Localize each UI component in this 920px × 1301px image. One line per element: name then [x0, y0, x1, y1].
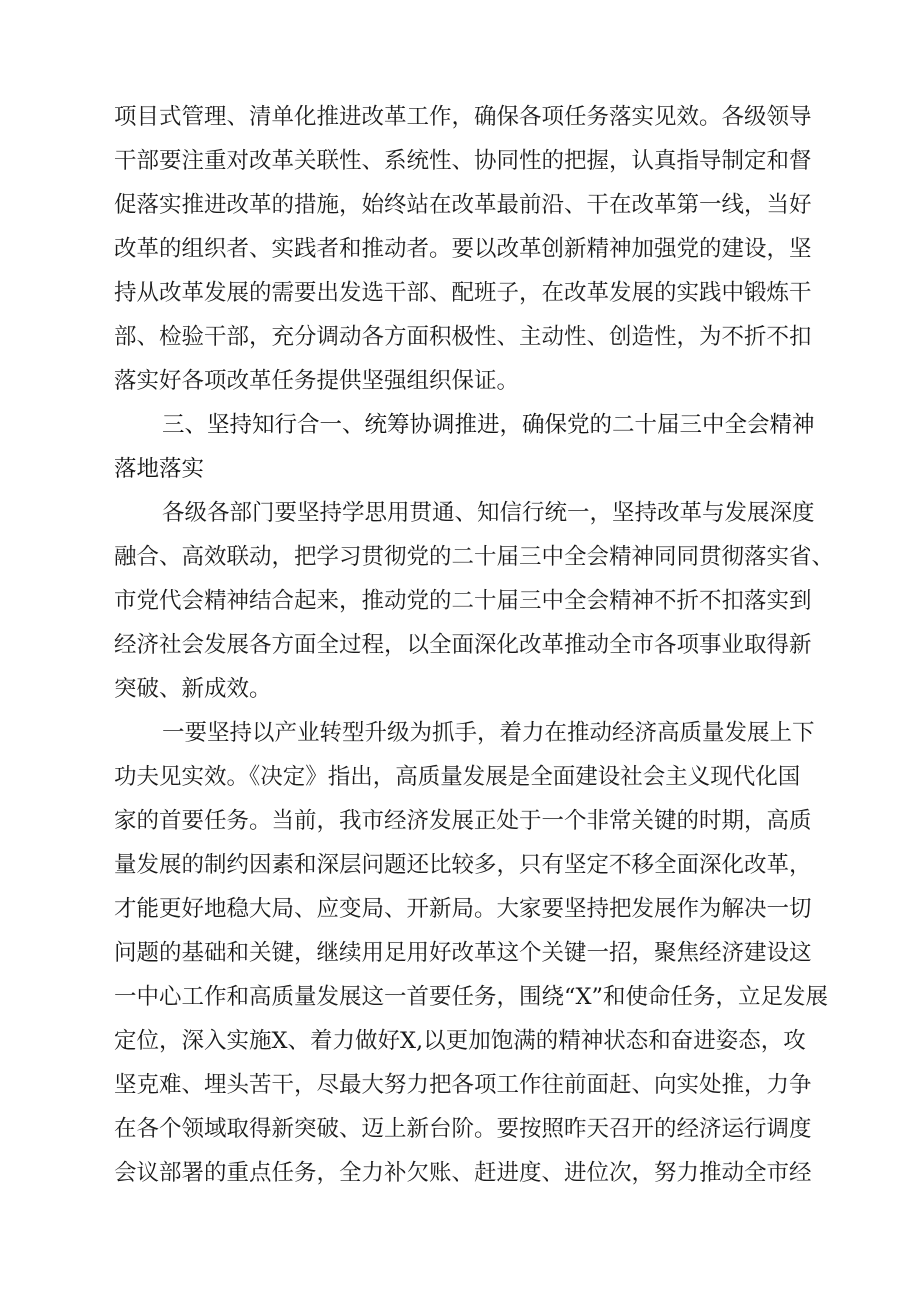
text-line: 促落实推进改革的措施，始终站在改革最前沿、干在改革第一线，当好 — [114, 192, 812, 218]
text-line: 问题的基础和关键，继续用足用好改革这个关键一招，聚焦经济建设这 — [114, 940, 812, 966]
text-line: 坚克难、埋头苦干，尽最大努力把各项工作往前面赶、向实处推，力争 — [114, 1072, 812, 1098]
text-line: 突破、新成效。 — [114, 676, 272, 702]
text-line: 定位，深入实施X、着力做好X,以更加饱满的精神状态和奋进姿态，攻 — [114, 1028, 806, 1054]
text-line: 量发展的制约因素和深层问题还比较多，只有坚定不移全面深化改革， — [114, 852, 812, 878]
section-heading-continued: 落地落实 — [114, 456, 205, 482]
text-line: 落实好各项改革任务提供坚强组织保证。 — [114, 368, 520, 394]
text-line: 改革的组织者、实践者和推动者。要以改革创新精神加强党的建设，坚 — [114, 236, 812, 262]
text-line: 功夫见实效。《决定》指出，高质量发展是全面建设社会主义现代化国 — [114, 764, 801, 790]
text-line: 家的首要任务。当前，我市经济发展正处于一个非常关键的时期，高质 — [114, 808, 812, 834]
text-line: 融合、高效联动，把学习贯彻党的二十届三中全会精神同同贯彻落实省、 — [114, 544, 835, 570]
text-line: 一要坚持以产业转型升级为抓手，着力在推动经济高质量发展上下 — [162, 720, 815, 746]
text-line: 持从改革发展的需要出发选干部、配班子，在改革发展的实践中锻炼干 — [114, 280, 812, 306]
text-line: 才能更好地稳大局、应变局、开新局。大家要坚持把发展作为解决一切 — [114, 896, 812, 922]
text-line: 干部要注重对改革关联性、系统性、协同性的把握，认真指导制定和督 — [114, 148, 812, 174]
text-line: 经济社会发展各方面全过程，以全面深化改革推动全市各项事业取得新 — [114, 632, 812, 658]
text-line: 一中心工作和高质量发展这一首要任务，围绕“X”和使命任务，立足发展 — [114, 984, 829, 1010]
text-line: 会议部署的重点任务，全力补欠账、赶进度、进位次，努力推动全市经 — [114, 1160, 812, 1186]
section-heading: 三、坚持知行合一、统筹协调推进，确保党的二十届三中全会精神 — [162, 412, 815, 438]
text-line: 各级各部门要坚持学思用贯通、知信行统一，坚持改革与发展深度 — [162, 500, 815, 526]
text-line: 市党代会精神结合起来，推动党的二十届三中全会精神不折不扣落实到 — [114, 588, 812, 614]
text-line: 项目式管理、清单化推进改革工作，确保各项任务落实见效。各级领导 — [114, 104, 812, 130]
text-line: 在各个领域取得新突破、迈上新台阶。要按照昨天召开的经济运行调度 — [114, 1116, 812, 1142]
text-line: 部、检验干部，充分调动各方面积极性、主动性、创造性，为不折不扣 — [114, 324, 812, 350]
